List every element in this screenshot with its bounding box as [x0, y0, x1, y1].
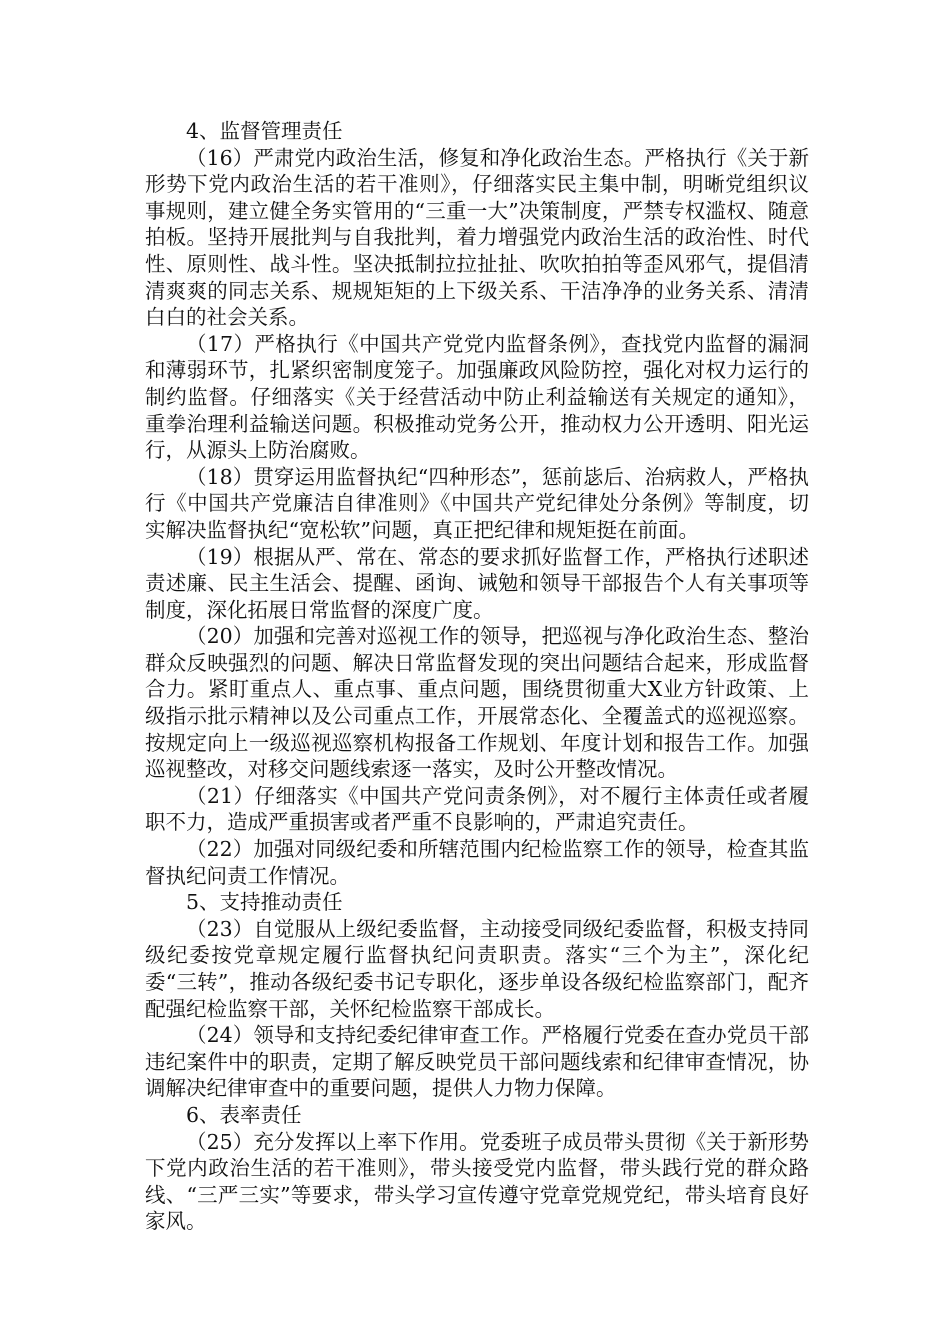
- paragraph: （25）充分发挥以上率下作用。党委班子成员带头贯彻《关于新形势下党内政治生活的若干准则》，带头接受党内监督，带头践行党的群众路线、“三严三实”等要求，带头学习宣传遵守党章党规党纪，带头培育良好家风。: [145, 1129, 809, 1234]
- paragraph: （19）根据从严、常在、常态的要求抓好监督工作，严格执行述职述责述廉、民主生活会、提醒、函询、诫勉和领导干部报告个人有关事项等制度，深化拓展日常监督的深度广度。: [145, 544, 809, 622]
- paragraph: （17）严格执行《中国共产党党内监督条例》，查找党内监督的漏洞和薄弱环节，扎紧织密制度笼子。加强廉政风险防控，强化对权力运行的制约监督。仔细落实《关于经营活动中防止利益输送有关规定的通知》，重拳治理利益输送问题。积极推动党务公开，推动权力公开透明、阳光运行，从源头上防治腐败。: [145, 331, 809, 463]
- paragraph: （20）加强和完善对巡视工作的领导，把巡视与净化政治生态、整治群众反映强烈的问题、解决日常监督发现的突出问题结合起来，形成监督合力。紧盯重点人、重点事、重点问题，围绕贯彻重大X业方针政策、上级指示批示精神以及公司重点工作，开展常态化、全覆盖式的巡视巡察。按规定向上一级巡视巡察机构报备工作规划、年度计划和报告工作。加强巡视整改，对移交问题线索逐一落实，及时公开整改情况。: [145, 624, 809, 782]
- paragraph: （22）加强对同级纪委和所辖范围内纪检监察工作的领导，检查其监督执纪问责工作情况。: [145, 837, 809, 888]
- paragraph: （18）贯穿运用监督执纪“四种形态”，惩前毖后、治病救人，严格执行《中国共产党廉洁自律准则》《中国共产党纪律处分条例》等制度，切实解决监督执纪“宽松软”问题，真正把纪律和规矩挺在前面。: [145, 464, 809, 542]
- section-heading: 5、支持推动责任: [186, 890, 343, 915]
- section-heading: 4、监督管理责任: [186, 119, 343, 143]
- paragraph: （23）自觉服从上级纪委监督，主动接受同级纪委监督，积极支持同级纪委按党章规定履行监督执纪问责职责。落实“三个为主”，深化纪委“三转”，推动各级纪委书记专职化，逐步单设各级纪检监察部门，配齐配强纪检监察干部，关怀纪检监察干部成长。: [145, 916, 809, 1021]
- paragraph: （24）领导和支持纪委纪律审查工作。严格履行党委在查办党员干部违纪案件中的职责，定期了解反映党员干部问题线索和纪律审查情况，协调解决纪律审查中的重要问题，提供人力物力保障。: [145, 1023, 809, 1101]
- section-heading: 6、表率责任: [186, 1102, 302, 1127]
- paragraph: （16）严肃党内政治生活，修复和净化政治生态。严格执行《关于新形势下党内政治生活的若干准则》，仔细落实民主集中制，明晰党组织议事规则，建立健全务实管用的“三重一大”决策制度，严禁专权滥权、随意拍板。坚持开展批判与自我批判，着力增强党内政治生活的政治性、时代性、原则性、战斗性。坚决抵制拉拉扯扯、吹吹拍拍等歪风邪气，提倡清清爽爽的同志关系、规规矩矩的上下级关系、干洁净净的业务关系、清清白白的社会关系。: [145, 145, 809, 330]
- paragraph: （21）仔细落实《中国共产党问责条例》，对不履行主体责任或者履职不力，造成严重损害或者严重不良影响的，严肃追究责任。: [145, 783, 809, 835]
- document-page: [145, 118, 809, 1235]
